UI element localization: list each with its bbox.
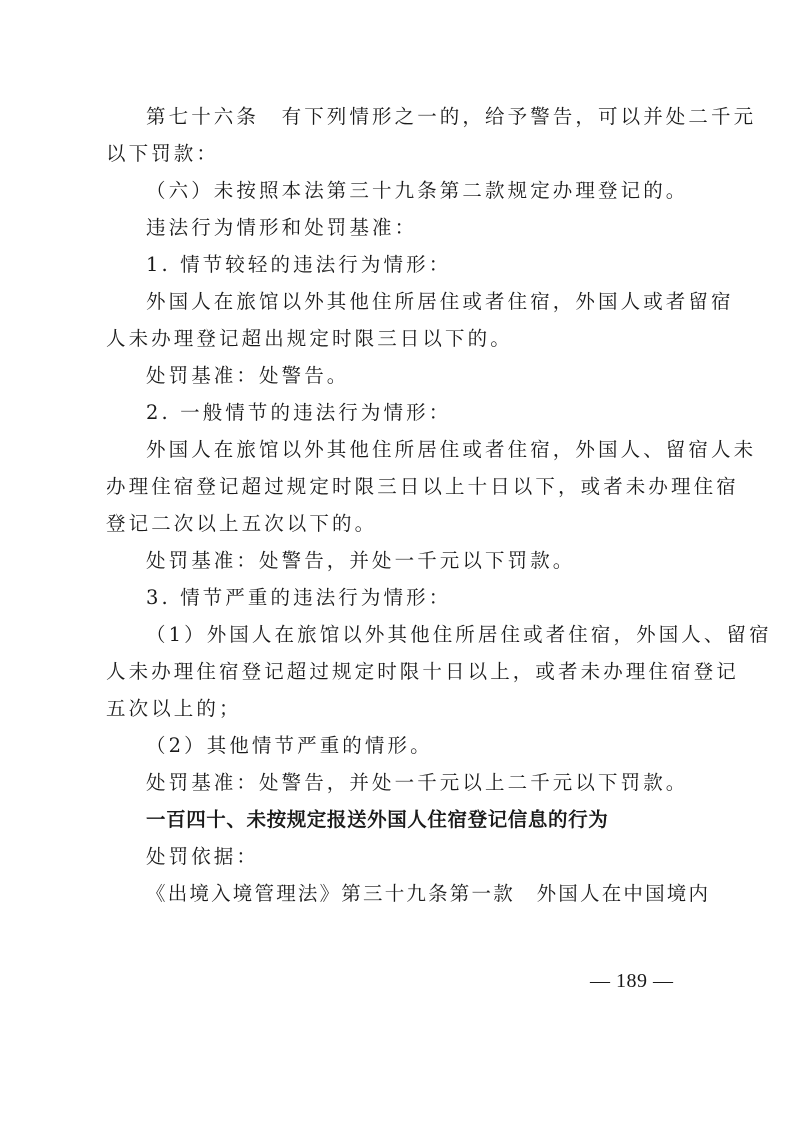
- text-line: 以下罚款：: [106, 142, 220, 165]
- text-line: 登记二次以上五次以下的。: [106, 512, 378, 535]
- text-line: 人未办理登记超出规定时限三日以下的。: [106, 327, 513, 350]
- text-line: 人未办理住宿登记超过规定时限十日以上，或者未办理住宿登记: [106, 660, 739, 683]
- text-line: 3. 情节严重的违法行为情形：: [146, 586, 452, 609]
- text-line: （2）其他情节严重的情形。: [146, 734, 433, 757]
- text-line: 第七十六条 有下列情形之一的，给予警告，可以并处二千元: [146, 105, 757, 128]
- text-line: 外国人在旅馆以外其他住所居住或者住宿，外国人或者留宿: [146, 290, 734, 313]
- text-line: 2. 一般情节的违法行为情形：: [146, 401, 452, 424]
- text-line: 外国人在旅馆以外其他住所居住或者住宿，外国人、留宿人未: [146, 438, 757, 461]
- text-line: 处罚基准：处警告，并处一千元以上二千元以下罚款。: [146, 771, 689, 794]
- section-heading: 一百四十、未按规定报送外国人住宿登记信息的行为: [146, 808, 609, 831]
- text-line: 处罚基准：处警告，并处一千元以下罚款。: [146, 549, 576, 572]
- body-text: [106, 98, 772, 912]
- text-line: 五次以上的；: [106, 697, 242, 720]
- text-line: 违法行为情形和处罚基准：: [146, 216, 418, 239]
- text-line: 《出境入境管理法》第三十九条第一款 外国人在中国境内: [146, 882, 711, 905]
- text-line: 处罚基准：处警告。: [146, 364, 350, 387]
- text-line: 办理住宿登记超过规定时限三日以上十日以下，或者未办理住宿: [106, 475, 739, 498]
- text-line: （六）未按照本法第三十九条第二款规定办理登记的。: [146, 179, 689, 202]
- text-line: 处罚依据：: [146, 845, 260, 868]
- text-line: （1）外国人在旅馆以外其他住所居住或者住宿，外国人、留宿: [146, 623, 772, 646]
- page-number: — 189 —: [590, 970, 674, 992]
- text-line: 1. 情节较轻的违法行为情形：: [146, 253, 452, 276]
